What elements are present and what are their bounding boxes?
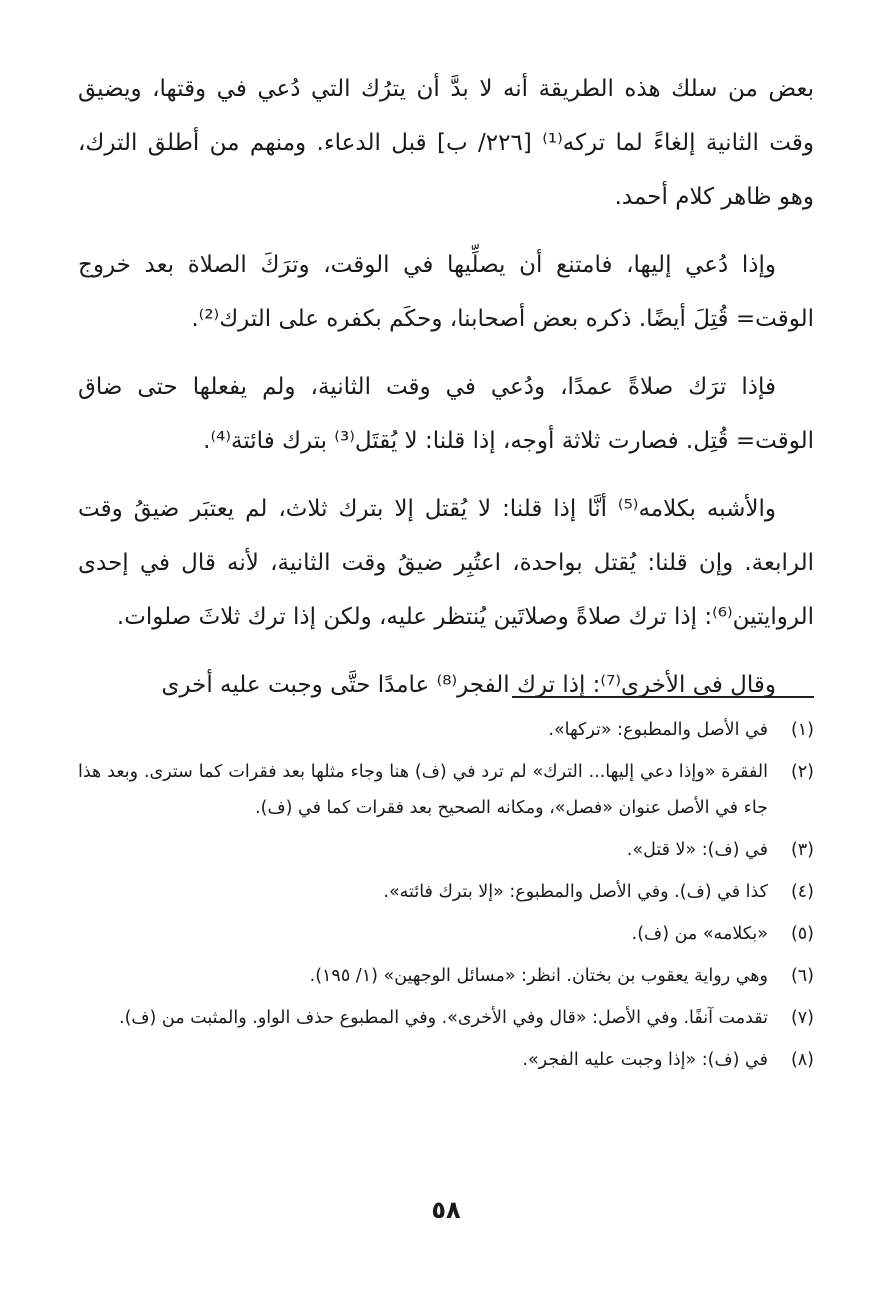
footnotes [78,712,814,1084]
paragraph: بعض من سلك هذه الطريقة أنه لا بدَّ أن يترُك التي دُعي في وقتها، ويضيق وقت الثانية إلغاءً لما تركه⁽¹⁾ [٢٢٦/ ب] قبل الدعاء. ومنهم من أطلق الترك، وهو ظاهر كلام أحمد. [78,76,814,210]
footnote-text: وهي رواية يعقوب بن بختان. انظر: «مسائل الوجهين» (١/ ١٩٥). [309,966,768,986]
footnote [78,712,814,748]
footnote [78,1000,814,1036]
footnote-number: (٢) [790,762,814,782]
paragraph: فإذا ترَك صلاةً عمدًا، ودُعي في وقت الثانية، ولم يفعلها حتى ضاق الوقت= قُتِل. فصارت ثلاثة أوجه، إذا قلنا: لا يُقتَل⁽³⁾ بترك فائتة⁽⁴⁾. [78,374,814,454]
footnote-text: «بكلامه» من (ف). [631,924,768,944]
footnote-text: الفقرة «وإذا دعي إليها... الترك» لم ترد في (ف) هنا وجاء مثلها بعد فقرات كما سترى. وبعد هذا جاء في الأصل عنوان «فصل»، ومكانه الصحيح بعد فقرات كما في (ف). [78,762,768,818]
footnote-text: في (ف): «لا قتل». [626,840,768,860]
main-text [78,62,814,726]
footnote-number: (٧) [790,1008,814,1028]
footnote-divider [512,696,814,698]
footnote-number: (٨) [790,1050,814,1070]
footnote [78,874,814,910]
footnote-text: تقدمت آنفًا. وفي الأصل: «قال وفي الأخرى». وفي المطبوع حذف الواو. والمثبت من (ف). [119,1008,768,1028]
footnote [78,754,814,826]
footnote-number: (٦) [790,966,814,986]
footnote-number: (١) [790,720,814,740]
footnote-number: (٤) [790,882,814,902]
footnote-number: (٣) [790,840,814,860]
footnote-text: في الأصل والمطبوع: «تركها». [548,720,768,740]
page-number: ٥٨ [431,1196,461,1224]
footnote [78,916,814,952]
footnote [78,958,814,994]
footnote-text: كذا في (ف). وفي الأصل والمطبوع: «إلا بترك فائته». [383,882,768,902]
footnote [78,832,814,868]
footnote-number: (٥) [790,924,814,944]
footnote-text: في (ف): «إذا وجبت عليه الفجر». [522,1050,768,1070]
paragraph: والأشبه بكلامه⁽⁵⁾ أنَّا إذا قلنا: لا يُقتل إلا بترك ثلاث، لم يعتبَر ضيقُ وقت الرابعة. وإن قلنا: يُقتل بواحدة، اعتُبِر ضيقُ وقت الثانية، لأنه قال في إحدى الروايتين⁽⁶⁾: إذا ترك صلاةً وصلاتَين يُنتظر عليه، ولكن إذا ترك ثلاثَ صلوات. [78,496,814,630]
paragraph: وإذا دُعي إليها، فامتنع أن يصلِّيها في الوقت، وترَكَ الصلاة بعد خروج الوقت= قُتِلَ أيضًا. ذكره بعض أصحابنا، وحكَم بكفره على الترك⁽²⁾. [78,252,814,332]
paragraph: وقال في الأخرى⁽⁷⁾: إذا ترك الفجر⁽⁸⁾ عامدًا حتَّى وجبت عليه أخرى [161,672,776,698]
footnote [78,1042,814,1078]
